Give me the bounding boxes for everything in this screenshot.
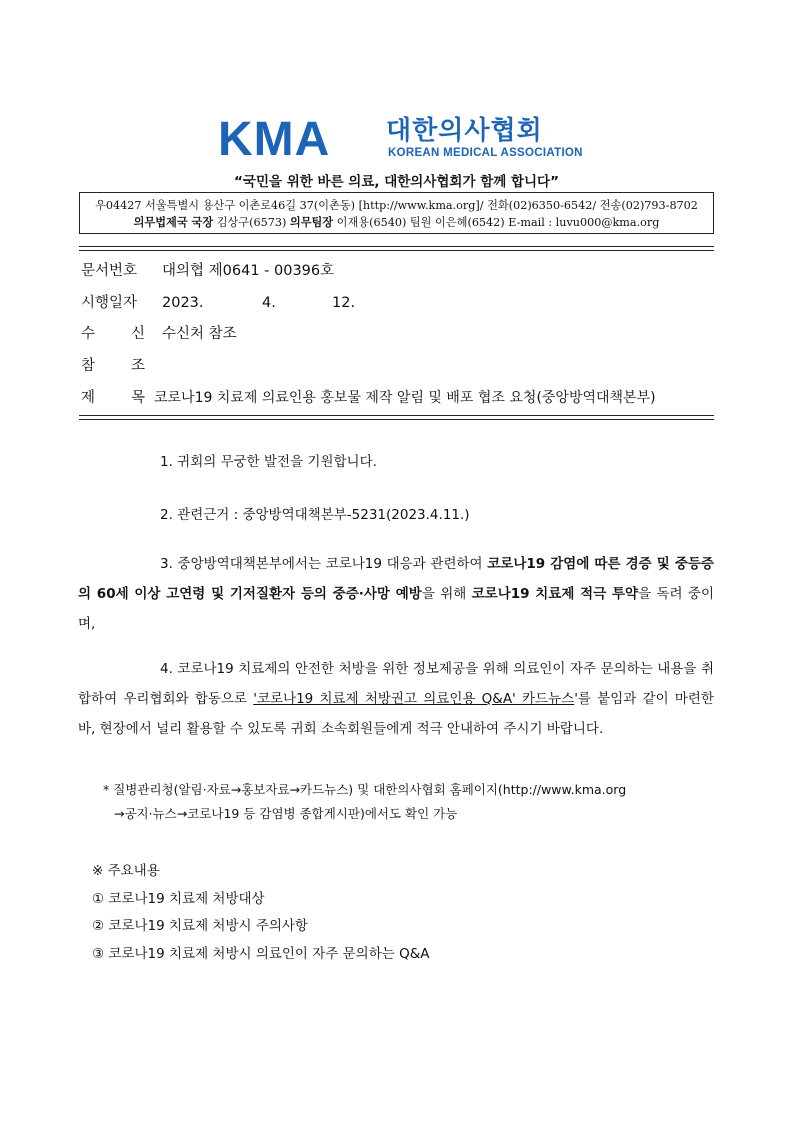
meta-doc-no xyxy=(81,262,335,280)
summary-item-2: ② 코로나19 치료제 처방시 주의사항 xyxy=(92,918,308,934)
subject-label-1: 제 xyxy=(81,390,96,406)
note-line-1: * 질병관리청(알림·자료→홍보자료→카드뉴스) 및 대한의사협회 홈페이지(http://www.kma.org xyxy=(103,782,627,797)
org-name-en: KOREAN MEDICAL ASSOCIATION xyxy=(388,147,583,159)
divider-bottom-2 xyxy=(79,419,714,420)
doc-no-label: 문서번호 xyxy=(81,263,138,279)
divider-top-1 xyxy=(79,246,714,247)
kma-logo: KMA xyxy=(218,113,331,166)
paragraph-1: 1. 귀회의 무궁한 발전을 기원합니다. xyxy=(160,454,377,470)
paragraph-4 xyxy=(78,654,714,744)
meta-recipient xyxy=(81,325,237,343)
paragraph-2: 2. 관련근거 : 중앙방역대책본부-5231(2023.4.11.) xyxy=(160,507,470,523)
p3-bold-d: 코로나19 치료제 적극 투약 xyxy=(471,586,639,602)
doc-no-value: 대의협 제0641 - 00396호 xyxy=(162,263,335,279)
recipient-label-2: 신 xyxy=(131,326,146,342)
org-name-kr: 대한의사협회 xyxy=(386,116,543,146)
summary-title: ※ 주요내용 xyxy=(92,863,160,879)
p4-underlined-b: '코로나19 치료제 처방권고 의료인용 Q&A' 카드뉴스 xyxy=(253,691,575,707)
p3-text-a: 3. 중앙방역대책본부에서는 코로나19 대응과 관련하여 xyxy=(160,556,488,572)
p4-text-a: 4. 코로나19 치료제의 안전한 처방을 위한 정보제공을 위해 의료인이 자주 문의하는 내용을 취합하여 우리협회와 합동으로 xyxy=(78,661,714,707)
summary-item-3: ③ 코로나19 치료제 처방시 의료인이 자주 문의하는 Q&A xyxy=(92,946,430,962)
contact-box xyxy=(79,192,714,234)
contact-staff-line xyxy=(80,214,713,230)
recipient-value: 수신처 참조 xyxy=(162,326,237,342)
divider-bottom-1 xyxy=(79,415,714,416)
ref-label-1: 참 xyxy=(81,358,96,374)
meta-reference xyxy=(81,357,146,375)
meta-date xyxy=(81,294,356,312)
subject-label-2: 목 xyxy=(131,390,146,406)
paragraph-3 xyxy=(78,549,714,639)
contact-team-label: 의무팀장 xyxy=(289,215,334,229)
contact-team-value: 이재용(6540) 팀원 이은혜(6542) E-mail : luvu000@kma.org xyxy=(333,216,660,229)
divider-top-2 xyxy=(79,250,714,251)
contact-director-label: 의무법제국 국장 xyxy=(133,215,214,229)
ref-label-2: 조 xyxy=(131,358,146,374)
p3-text-e: 을 독려 중이며, xyxy=(78,586,715,632)
date-month: 4. xyxy=(262,295,276,311)
p4-text-c: '를 붙임과 같이 마련한 바, 현장에서 널리 활용할 수 있도록 귀회 소속회원들에게 적극 안내하여 주시기 바랍니다. xyxy=(78,691,714,737)
date-year: 2023. xyxy=(162,295,204,311)
summary-item-1: ① 코로나19 치료제 처방대상 xyxy=(92,891,265,907)
contact-director-value: 김상구(6573) xyxy=(213,216,290,229)
note-line-2: →공지·뉴스→코로나19 등 감염병 종합게시판)에서도 확인 가능 xyxy=(114,806,458,821)
slogan: “국민을 위한 바른 의료, 대한의사협회가 함께 합니다” xyxy=(234,174,559,190)
contact-address-line: 우04427 서울특별시 용산구 이촌로46길 37(이촌동) [http://www.kma.org]/ 전화(02)6350-6542/ 전송(02)793-8702 xyxy=(95,199,698,212)
meta-subject xyxy=(81,389,656,407)
p3-bold-b: 코로나19 감염에 따른 경증 및 중등증의 60세 이상 고연령 및 기저질환자 등의 중증·사망 예방 xyxy=(78,556,714,602)
date-day: 12. xyxy=(332,295,356,311)
p3-text-c: 을 위해 xyxy=(421,586,472,602)
recipient-label-1: 수 xyxy=(81,326,96,342)
date-label: 시행일자 xyxy=(81,295,138,311)
subject-value: 코로나19 치료제 의료인용 홍보물 제작 알림 및 배포 협조 요청(중앙방역대책본부) xyxy=(154,390,656,406)
